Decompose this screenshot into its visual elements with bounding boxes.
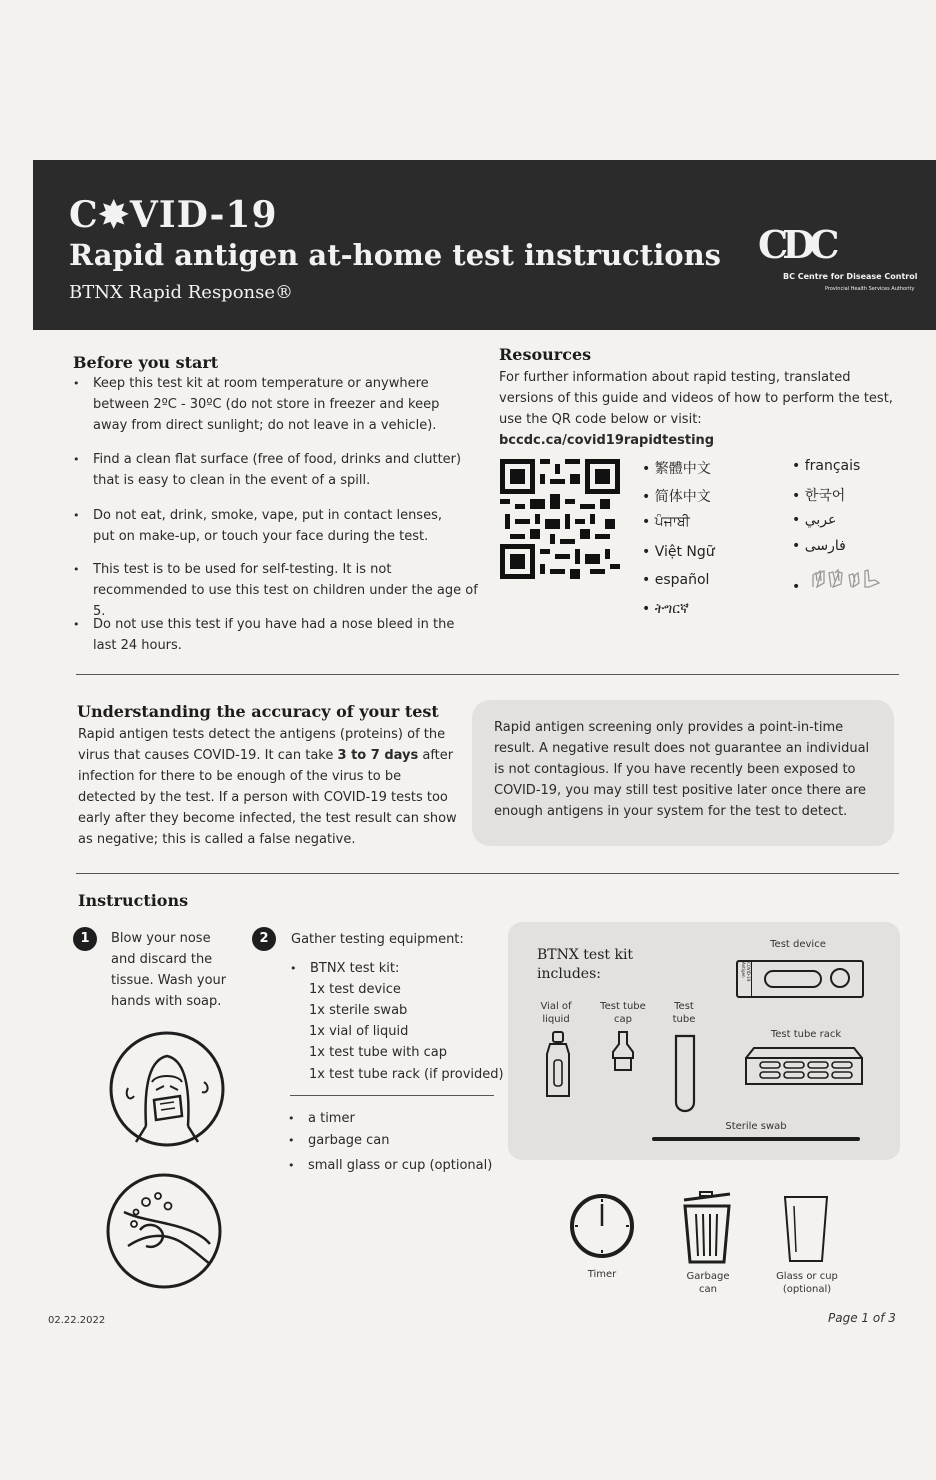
extra-item: • small glass or cup (optional)	[288, 1155, 492, 1176]
accuracy-callout	[472, 700, 894, 846]
sign-language-hands-icon	[805, 565, 885, 591]
lang-link[interactable]: • ትግርኛ	[642, 601, 689, 617]
before-item: • This test is to be used for self-testing. It is not recommended to use this test on children under the age of 5.	[73, 559, 483, 622]
before-item: • Do not use this test if you have had a nose bleed in the last 24 hours.	[73, 614, 463, 656]
header-banner	[33, 160, 936, 330]
tube-rack-icon	[744, 1046, 864, 1088]
callout-text: Rapid antigen screening only provides a point-in-time result. A negative result does not guarantee an individual is not contagious. If you have recently been exposed to COVID-19, you may still test positive later once there are enough antigens in your system for the test to detect.	[494, 720, 870, 819]
footer-date: 02.22.2022	[48, 1315, 106, 1326]
lang-link-asl[interactable]	[792, 565, 885, 595]
timer-icon	[568, 1192, 636, 1260]
kit-item: 1x sterile swab	[309, 1003, 408, 1018]
lang-link[interactable]: • 繁體中文	[642, 458, 711, 478]
tube-cap-icon	[610, 1030, 636, 1072]
accuracy-days: 3 to 7 days	[337, 748, 419, 763]
lang-link[interactable]: • 简体中文	[642, 486, 711, 506]
org-name: BC Centre for Disease Control	[783, 272, 918, 281]
hand-washing-icon	[106, 1172, 222, 1290]
page-subtitle: Rapid antigen at-home test instructions	[69, 238, 721, 272]
kit-item: 1x test tube rack (if provided)	[309, 1067, 504, 1082]
before-item: • Keep this test kit at room temperature or anywhere between 2ºC - 30ºC (do not store in freezer and keep away from direct sunlight; do not leave in a vehicle).	[73, 373, 443, 436]
test-tube-icon	[674, 1034, 696, 1114]
vial-label: Vial of liquid	[540, 1001, 572, 1025]
vial-icon	[545, 1030, 571, 1100]
before-item: • Do not eat, drink, smoke, vape, put in contact lenses, put on make-up, or touch your face during the test.	[73, 505, 453, 547]
kit-item: 1x test tube with cap	[309, 1045, 447, 1060]
kit-divider	[290, 1095, 494, 1096]
before-heading: Before you start	[73, 353, 219, 372]
tube-label: Test tube	[672, 1001, 696, 1025]
swab-icon	[652, 1137, 860, 1141]
glass-cup-icon	[782, 1194, 830, 1264]
garbage-can-icon	[680, 1190, 734, 1266]
extra-item: • garbage can	[288, 1130, 390, 1151]
lang-link[interactable]: • español	[642, 572, 709, 588]
resources-body: For further information about rapid testing, translated versions of this guide and videos of how to perform the test, use the QR code below or visit:	[499, 370, 893, 427]
resources-text	[499, 367, 899, 451]
step-number: 1	[73, 927, 97, 951]
lang-link[interactable]: • عربي	[792, 512, 836, 528]
bccdc-logo: CDC	[758, 222, 834, 267]
lang-link[interactable]: • Việt Ngữ	[642, 544, 715, 560]
accuracy-text-a: Rapid antigen tests detect the antigens (proteins) of the virus that causes COVID-19. It can take	[78, 727, 446, 763]
resources-heading: Resources	[499, 345, 592, 364]
product-name: BTNX Rapid Response®	[69, 282, 294, 303]
lang-link[interactable]: • فارسی	[792, 538, 846, 554]
timer-label: Timer	[587, 1269, 617, 1280]
extra-item: • a timer	[288, 1108, 355, 1129]
blow-nose-icon	[108, 1030, 226, 1148]
test-device-icon	[736, 960, 864, 998]
device-window	[764, 970, 822, 988]
org-subname: Provincial Health Services Authority	[825, 286, 915, 292]
step2-text: Gather testing equipment:	[291, 932, 464, 947]
section-divider	[76, 674, 899, 675]
step-number: 2	[252, 927, 276, 951]
qr-code-icon[interactable]	[500, 458, 620, 580]
section-divider	[76, 873, 899, 874]
lang-link[interactable]: • 한국어	[792, 485, 845, 505]
instructions-heading: Instructions	[78, 891, 189, 910]
accuracy-text	[78, 724, 458, 850]
kit-item: 1x vial of liquid	[309, 1024, 409, 1039]
cap-label: Test tube cap	[600, 1001, 646, 1025]
device-label: Test device	[770, 939, 826, 950]
kit-label: • BTNX test kit:	[290, 958, 399, 979]
device-well	[830, 968, 850, 988]
kit-contents-panel	[508, 922, 900, 1160]
swab-label: Sterile swab	[725, 1121, 787, 1132]
accuracy-text-b: after infection for there to be enough of the virus to be detected by the test. If a person with COVID-19 tests too early after they become infected, the test result can show as negative; this is called a false negative.	[78, 748, 457, 847]
kit-box-title: BTNX test kit includes:	[537, 947, 634, 982]
step1-text: Blow your nose and discard the tissue. Wash your hands with soap.	[111, 931, 227, 1009]
before-item: • Find a clean flat surface (free of food, drinks and clutter) that is easy to clean in the event of a spill.	[73, 449, 463, 491]
lang-link[interactable]: • ਪੰਜਾਬੀ	[642, 514, 690, 530]
garbage-label: Garbage can	[686, 1271, 730, 1295]
lang-link[interactable]: • français	[792, 458, 860, 474]
accuracy-heading: Understanding the accuracy of your test	[77, 702, 439, 721]
device-tag: COVID-19 Antigen	[738, 962, 752, 996]
glass-label: Glass or cup (optional)	[776, 1271, 838, 1295]
resources-link[interactable]: bccdc.ca/covid19rapidtesting	[499, 433, 715, 448]
rack-label: Test tube rack	[770, 1029, 842, 1040]
page-title: C✸VID-19	[69, 194, 278, 236]
kit-item: 1x test device	[309, 982, 401, 997]
page-number: Page 1 of 3	[828, 1311, 896, 1325]
